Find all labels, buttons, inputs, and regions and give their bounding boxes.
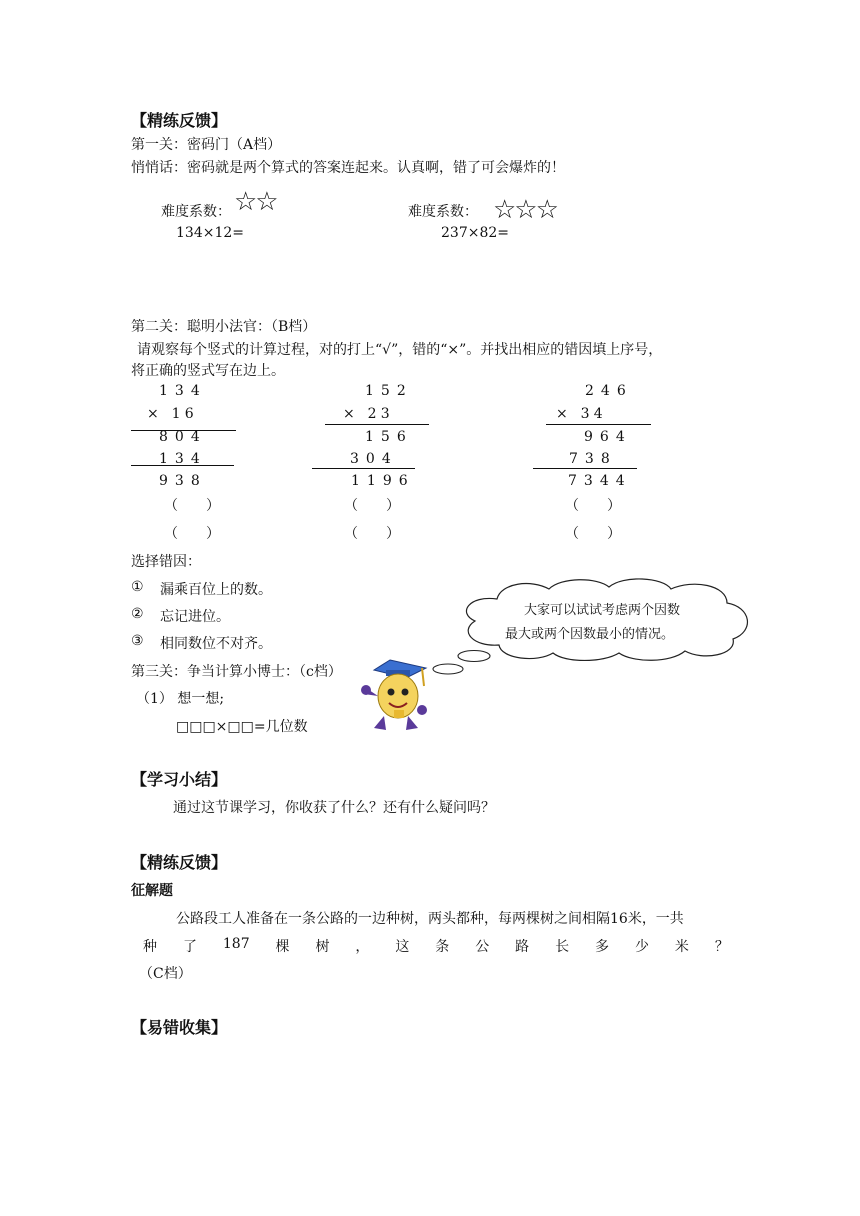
calc1-partial-1: 804 (159, 429, 207, 445)
calc3-partial-1: 964 (584, 429, 632, 445)
calc3-top: 246 (585, 383, 633, 399)
problem-line-2 (143, 936, 729, 956)
calc1-top: 134 (159, 383, 207, 399)
bubble-line-1: 大家可以试试考虑两个因数 (524, 603, 681, 618)
thought-dots (428, 649, 498, 677)
calc3-partial-2: 738 (569, 451, 617, 467)
section-title-summary: 【学习小结】 (131, 770, 228, 789)
problem-word: 种 (143, 939, 157, 955)
summary-text: 通过这节课学习，你收获了什么？还有什么疑问吗？ (173, 800, 495, 816)
problem-word: 棵 (275, 939, 290, 955)
error-heading: 选择错因： (131, 554, 201, 570)
calc3-multiplier: × 34 (556, 406, 607, 422)
calc3-line-1 (546, 424, 651, 425)
section2-subtitle: 征解题 (131, 883, 173, 899)
section-title-practice-2: 【精练反馈】 (131, 853, 228, 872)
calc1-blank-2[interactable]: （ ） (164, 526, 220, 542)
calc1-blank-1[interactable]: （ ） (164, 498, 220, 514)
problem-word: 公 (475, 939, 490, 955)
problem-word: 了 (182, 939, 197, 955)
thought-bubble (457, 577, 753, 661)
error-3-text: 相同数位不对齐。 (160, 636, 272, 652)
calc2-partial-1: 156 (365, 429, 413, 445)
problem-word: 这 (395, 939, 410, 955)
calc3-result: 7344 (568, 473, 632, 489)
calc1-result: 938 (159, 473, 207, 489)
difficulty-left-stars-icon: ☆☆ (234, 187, 277, 217)
doctor-mascot-icon (360, 656, 430, 732)
calc2-blank-1[interactable]: （ ） (344, 498, 400, 514)
problem-word: 187 (222, 936, 250, 952)
calc2-line-1 (325, 424, 429, 425)
level2-instruction-1: 请观察每个竖式的计算过程，对的打上“√”，错的“×”。并找出相应的错因填上序号， (137, 342, 663, 358)
problem-word: 少 (634, 939, 649, 955)
section-title-practice: 【精练反馈】 (131, 111, 228, 130)
error-1-num: ① (131, 579, 144, 595)
problem-line-3: （C档） (139, 966, 192, 982)
calc2-top: 152 (365, 383, 413, 399)
error-2-text: 忘记进位。 (160, 609, 230, 625)
calc2-result: 1196 (351, 473, 415, 489)
problem-word: 米 (674, 939, 689, 955)
problem-right: 237×82= (441, 225, 509, 241)
calc2-partial-2: 304 (350, 451, 398, 467)
error-3-num: ③ (131, 633, 144, 649)
think-label: （1） 想一想; (136, 691, 225, 707)
level2-instruction-2: 将正确的竖式写在边上。 (131, 363, 285, 379)
problem-word: ？ (714, 939, 729, 955)
calc2-line-2 (312, 468, 415, 469)
difficulty-right-label: 难度系数： (408, 204, 478, 220)
problem-left: 134×12= (176, 225, 244, 241)
level3-title: 第三关：争当计算小博士：（c档） (131, 664, 342, 680)
problem-line-1: 公路段工人准备在一条公路的一边种树，两头都种，每两棵树之间相隔16米，一共 (176, 911, 684, 927)
calc1-multiplier: × 16 (147, 406, 198, 422)
calc3-blank-2[interactable]: （ ） (565, 526, 621, 542)
problem-word: 条 (435, 939, 450, 955)
think-formula: □□□×□□=几位数 (176, 719, 308, 735)
difficulty-right-stars-icon: ☆☆☆ (493, 195, 557, 225)
level2-title: 第二关：聪明小法官：（B档） (131, 319, 317, 335)
problem-word: ， (355, 939, 370, 955)
problem-word: 树 (315, 939, 330, 955)
calc3-blank-1[interactable]: （ ） (565, 498, 621, 514)
calc1-line-2 (131, 465, 234, 466)
problem-word: 路 (515, 939, 530, 955)
level1-hint: 悄悄话：密码就是两个算式的答案连起来。认真啊，错了可会爆炸的！ (131, 160, 565, 176)
difficulty-left-label: 难度系数： (161, 204, 231, 220)
calc2-blank-2[interactable]: （ ） (344, 526, 400, 542)
calc1-partial-2: 134 (159, 451, 207, 467)
bubble-line-2: 最大或两个因数最小的情况。 (505, 627, 675, 642)
error-2-num: ② (131, 606, 144, 622)
calc3-line-2 (533, 468, 637, 469)
calc2-multiplier: × 23 (343, 406, 394, 422)
level1-title: 第一关：密码门（A档） (131, 137, 282, 153)
problem-word: 长 (555, 939, 570, 955)
problem-word: 多 (595, 939, 610, 955)
error-1-text: 漏乘百位上的数。 (160, 582, 272, 598)
section-title-mistakes: 【易错收集】 (131, 1018, 228, 1037)
